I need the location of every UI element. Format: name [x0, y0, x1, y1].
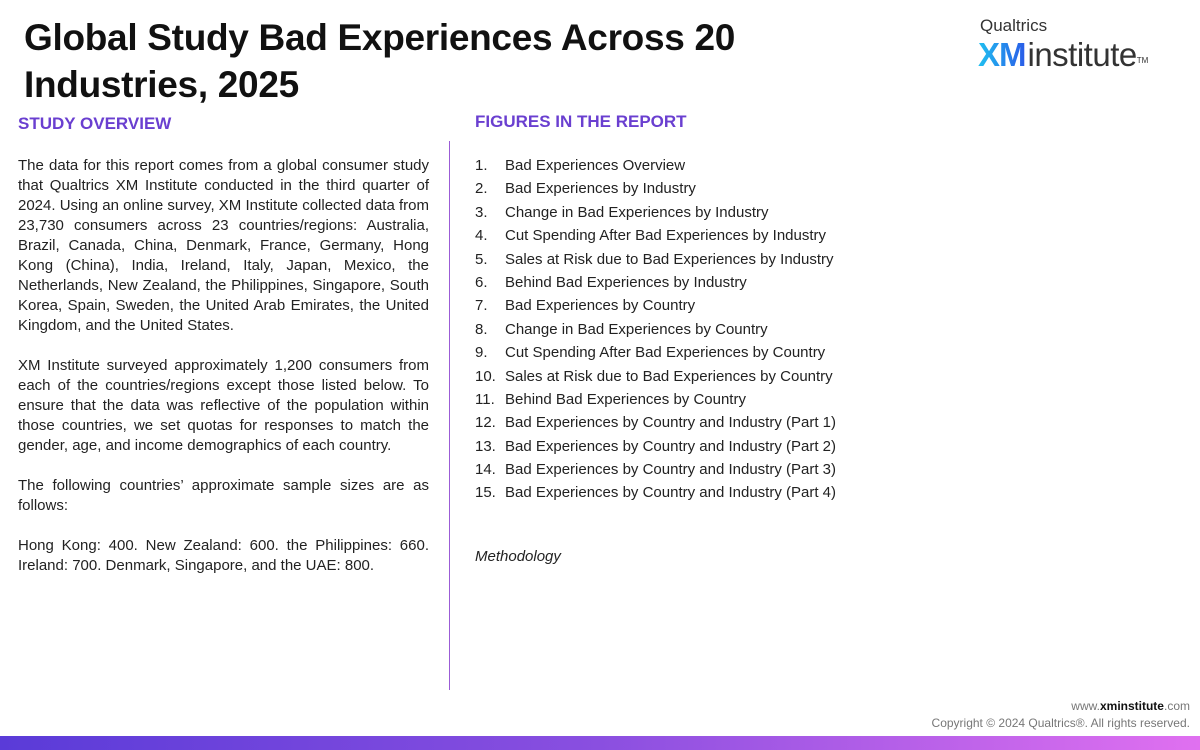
figure-item — [475, 154, 836, 177]
figure-number: 10. — [475, 367, 496, 385]
qualtrics-xm-institute-logo — [978, 16, 1178, 80]
figure-item — [475, 271, 836, 294]
figure-number: 11. — [475, 390, 495, 408]
figure-item — [475, 388, 836, 411]
figure-label: Bad Experiences by Country and Industry (Part 1) — [505, 414, 836, 432]
figure-number: 7. — [475, 297, 488, 315]
figure-number: 3. — [475, 203, 488, 221]
logo-institute: institute — [1027, 36, 1137, 73]
figure-item — [475, 481, 836, 504]
figure-item — [475, 365, 836, 388]
footer-copyright: Copyright © 2024 Qualtrics®. All rights reserved. — [931, 716, 1190, 730]
figure-number: 13. — [475, 437, 496, 455]
figure-label: Bad Experiences by Country and Industry (Part 3) — [505, 461, 836, 479]
logo-wordmark — [978, 37, 1178, 80]
figures-list — [475, 154, 836, 505]
footer-url — [932, 698, 1190, 715]
figure-number: 14. — [475, 461, 496, 479]
figure-label: Bad Experiences by Country and Industry (Part 4) — [505, 484, 836, 502]
figure-item — [475, 294, 836, 317]
figure-item — [475, 201, 836, 224]
figure-item — [475, 224, 836, 247]
column-divider — [449, 141, 450, 690]
figures-heading: FIGURES IN THE REPORT — [475, 112, 687, 131]
overview-paragraph: Hong Kong: 400. New Zealand: 600. the Philippines: 660. Ireland: 700. Denmark, Singapore, and the UAE: 800. — [18, 537, 429, 574]
figure-label: Behind Bad Experiences by Industry — [505, 273, 747, 291]
figure-number: 1. — [475, 157, 488, 174]
figure-number: 6. — [475, 273, 488, 291]
figure-number: 5. — [475, 250, 488, 268]
figure-item — [475, 318, 836, 341]
figure-number: 8. — [475, 320, 488, 338]
figure-item — [475, 411, 836, 434]
figure-item — [475, 177, 836, 200]
url-prefix: www. — [1071, 699, 1100, 713]
figure-label: Behind Bad Experiences by Country — [505, 390, 746, 408]
logo-xm: XM — [978, 36, 1026, 73]
logo-brand: Qualtrics — [980, 16, 1048, 35]
overview-paragraph: The data for this report comes from a global consumer study that Qualtrics XM Institute conducted in the third quarter of 2024. Using an online survey, XM Institute collected data from 23,730 consumers across 23 countries/regions: Australia, Brazil, Canada, China, Denmark, France, Germany, Hong Kong (China), India, Ireland, Italy, Japan, Mexico, the Netherlands, New Zealand, the Philippines, Singapore, South Korea, Spain, Sweden, the United Arab Emirates, the United Kingdom, and the United States. — [18, 157, 429, 334]
figure-label: Bad Experiences by Country — [505, 297, 696, 315]
logo-trademark: TM — [1136, 56, 1149, 65]
figure-number: 4. — [475, 227, 488, 245]
study-overview-text — [18, 156, 429, 596]
figure-label: Cut Spending After Bad Experiences by Industry — [505, 227, 827, 245]
footer — [932, 698, 1190, 732]
url-suffix: .com — [1163, 699, 1190, 713]
figure-number: 9. — [475, 344, 488, 362]
figure-label: Bad Experiences Overview — [505, 157, 686, 174]
page-title: Global Study Bad Experiences Across 20 Industries, 2025 — [24, 17, 736, 105]
overview-paragraph: XM Institute surveyed approximately 1,200 consumers from each of the countries/regions except those listed below. To ensure that the data was reflective of the population within those countries, we set quotas for responses to match the gender, age, and income demographics of each country. — [18, 357, 429, 454]
overview-paragraph: The following countries’ approximate sample sizes are as follows: — [18, 477, 429, 514]
url-domain: xminstitute — [1099, 699, 1164, 713]
figure-number: 15. — [475, 484, 496, 502]
figure-label: Change in Bad Experiences by Country — [505, 320, 768, 338]
figure-label: Change in Bad Experiences by Industry — [505, 203, 769, 221]
figure-label: Bad Experiences by Country and Industry (Part 2) — [505, 437, 836, 455]
figure-label: Bad Experiences by Industry — [505, 180, 696, 198]
methodology-label: Methodology — [475, 548, 561, 565]
figure-item — [475, 248, 836, 271]
figure-label: Cut Spending After Bad Experiences by Country — [505, 344, 826, 362]
figure-label: Sales at Risk due to Bad Experiences by Industry — [505, 250, 834, 268]
study-overview-heading: STUDY OVERVIEW — [18, 114, 172, 133]
figure-item — [475, 458, 836, 481]
figure-item — [475, 341, 836, 364]
figure-number: 12. — [475, 414, 496, 432]
figure-item — [475, 435, 836, 458]
figure-label: Sales at Risk due to Bad Experiences by Country — [505, 367, 833, 385]
figure-number: 2. — [475, 180, 488, 198]
gradient-footer-bar — [0, 736, 1200, 750]
